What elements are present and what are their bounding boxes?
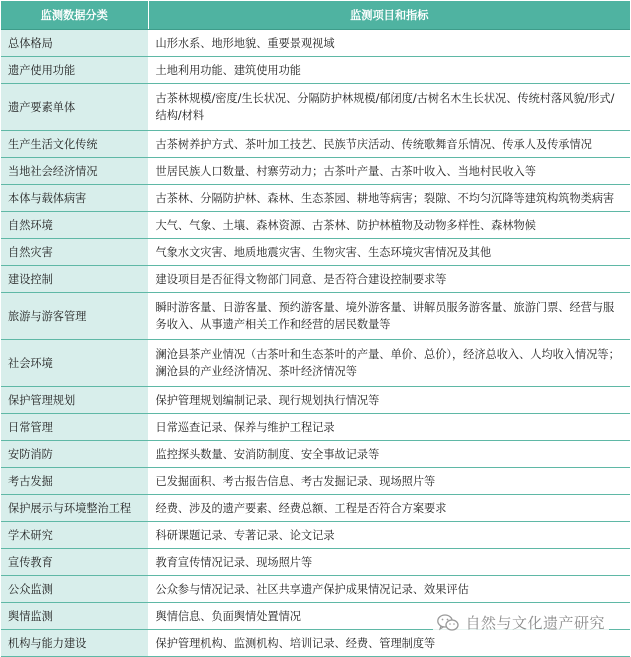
category-cell: 旅游与游客管理: [1, 293, 148, 340]
table-row: [1, 158, 630, 185]
indicators-cell: 古茶树养护方式、茶叶加工技艺、民族节庆活动、传统歌舞音乐情况、传承人及传承情况: [148, 131, 630, 158]
monitoring-table: [1, 1, 630, 657]
watermark: [433, 611, 609, 634]
category-cell: 宣传教育: [1, 549, 148, 576]
table-row: [1, 131, 630, 158]
indicators-cell: 日常巡查记录、保养与维护工程记录: [148, 414, 630, 441]
indicators-cell: 世居民族人口数量、村寨劳动力；古茶叶产量、古茶叶收入、当地村民收入等: [148, 158, 630, 185]
category-cell: 舆情监测: [1, 603, 148, 630]
table-row: [1, 30, 630, 57]
indicators-cell: 古茶林、分隔防护林、森林、生态茶园、耕地等病害；裂隙、不均匀沉降等建筑构筑物类病害: [148, 185, 630, 212]
indicators-cell: 古茶林规模/密度/生长状况、分隔防护林规模/郁闭度/古树名木生长状况、传统村落风貌/形式/结构/材料: [148, 84, 630, 131]
table-row: [1, 212, 630, 239]
table-row: [1, 84, 630, 131]
indicators-cell: 舆情信息、负面舆情处置情况: [148, 603, 630, 630]
indicators-cell: 山形水系、地形地貌、重要景观视域: [148, 30, 630, 57]
indicators-cell: 保护管理规划编制记录、现行规划执行情况等: [148, 387, 630, 414]
category-cell: 生产生活文化传统: [1, 131, 148, 158]
category-cell: 本体与载体病害: [1, 185, 148, 212]
indicators-cell: 澜沧县茶产业情况（古茶叶和生态茶叶的产量、单价、总价），经济总收入、人均收入情况等；澜沧县的产业经济情况、茶叶经济情况等: [148, 340, 630, 387]
table-row: [1, 468, 630, 495]
table-row: [1, 185, 630, 212]
category-cell: 学术研究: [1, 522, 148, 549]
table-row: [1, 414, 630, 441]
header-category: 监测数据分类: [1, 1, 148, 30]
category-cell: 自然环境: [1, 212, 148, 239]
table-row: [1, 239, 630, 266]
category-cell: 公众监测: [1, 576, 148, 603]
wechat-icon: [437, 614, 459, 632]
category-cell: 社会环境: [1, 340, 148, 387]
header-indicators: 监测项目和指标: [148, 1, 630, 30]
indicators-cell: 瞬时游客量、日游客量、预约游客量、境外游客量、讲解员服务游客量、旅游门票、经营与服务收入、从事遗产相关工作和经营的居民数量等: [148, 293, 630, 340]
indicators-cell: 大气、气象、土壤、森林资源、古茶林、防护林植物及动物多样性、森林物候: [148, 212, 630, 239]
category-cell: 建设控制: [1, 266, 148, 293]
indicators-cell: 土地利用功能、建筑使用功能: [148, 57, 630, 84]
table-row: [1, 57, 630, 84]
table-row: [1, 441, 630, 468]
table-row: [1, 387, 630, 414]
table-row: [1, 340, 630, 387]
indicators-cell: 科研课题记录、专著记录、论文记录: [148, 522, 630, 549]
indicators-cell: 经费、涉及的遗产要素、经费总额、工程是否符合方案要求: [148, 495, 630, 522]
table-row: [1, 522, 630, 549]
table-row: [1, 576, 630, 603]
category-cell: 遗产要素单体: [1, 84, 148, 131]
table-row: [1, 495, 630, 522]
category-cell: 总体格局: [1, 30, 148, 57]
category-cell: 保护管理规划: [1, 387, 148, 414]
category-cell: 考古发掘: [1, 468, 148, 495]
indicators-cell: 公众参与情况记录、社区共享遗产保护成果情况记录、效果评估: [148, 576, 630, 603]
indicators-cell: 保护管理机构、监测机构、培训记录、经费、管理制度等: [148, 630, 630, 657]
indicators-cell: 气象水文灾害、地质地震灾害、生物灾害、生态环境灾害情况及其他: [148, 239, 630, 266]
table-row: [1, 266, 630, 293]
category-cell: 保护展示与环境整治工程: [1, 495, 148, 522]
table-row: [1, 549, 630, 576]
indicators-cell: 建设项目是否征得文物部门同意、是否符合建设控制要求等: [148, 266, 630, 293]
category-cell: 遗产使用功能: [1, 57, 148, 84]
table-header-row: [1, 1, 630, 30]
category-cell: 机构与能力建设: [1, 630, 148, 657]
category-cell: 当地社会经济情况: [1, 158, 148, 185]
category-cell: 安防消防: [1, 441, 148, 468]
category-cell: 日常管理: [1, 414, 148, 441]
indicators-cell: 监控探头数量、安消防制度、安全事故记录等: [148, 441, 630, 468]
category-cell: 自然灾害: [1, 239, 148, 266]
watermark-text: 自然与文化遗产研究: [465, 614, 605, 632]
indicators-cell: 已发掘面积、考古报告信息、考古发掘记录、现场照片等: [148, 468, 630, 495]
indicators-cell: 教育宣传情况记录、现场照片等: [148, 549, 630, 576]
table-row: [1, 293, 630, 340]
